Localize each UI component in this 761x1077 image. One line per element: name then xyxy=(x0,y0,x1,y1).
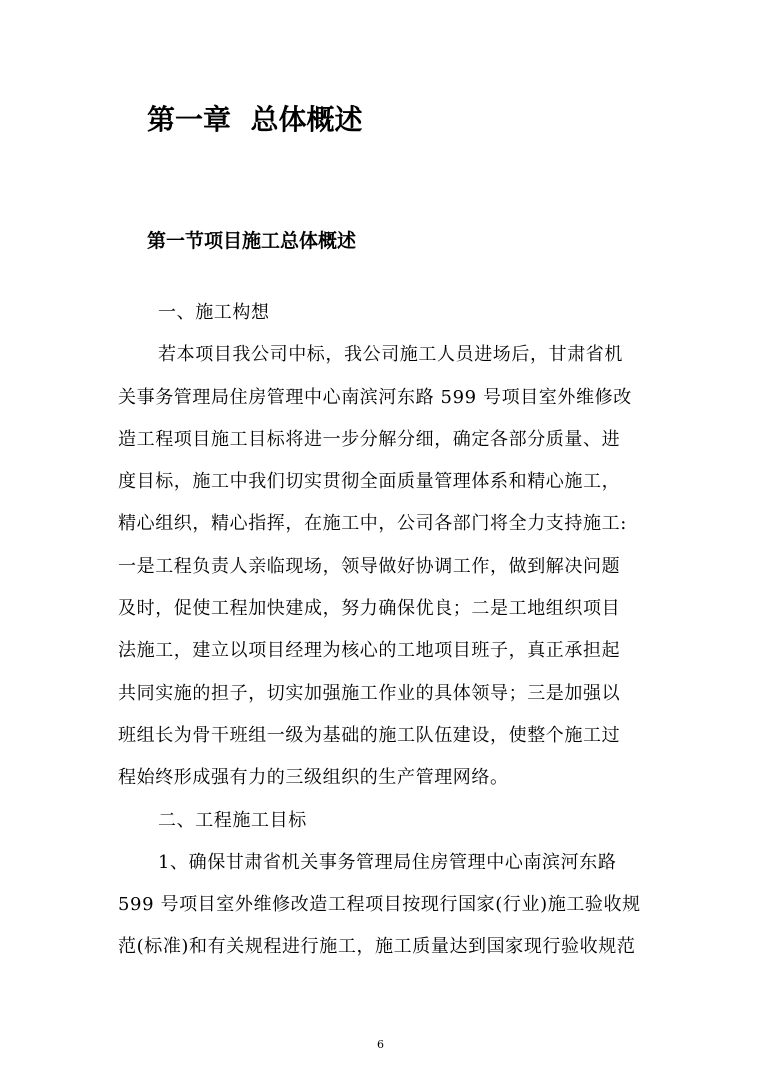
paragraph-line: 法施工，建立以项目经理为核心的工地项目班子，真正承担起 xyxy=(118,640,621,662)
body-text xyxy=(118,292,641,969)
paragraph-line: 1、确保甘肃省机关事务管理局住房管理中心南滨河东路 xyxy=(158,851,617,873)
paragraph-line: 范(标准)和有关规程进行施工，施工质量达到国家现行验收规范 xyxy=(118,936,636,958)
paragraph-line: 班组长为骨干班组一级为基础的施工队伍建设，使整个施工过 xyxy=(118,724,621,746)
section-title: 第一节项目施工总体概述 xyxy=(147,230,357,252)
paragraph-line: 及时，促使工程加快建成，努力确保优良；二是工地组织项目 xyxy=(118,598,621,620)
paragraph-line: 若本项目我公司中标，我公司施工人员进场后，甘肃省机 xyxy=(158,344,623,366)
paragraph-line: 共同实施的担子，切实加强施工作业的具体领导；三是加强以 xyxy=(118,682,621,704)
paragraph-line: 一是工程负责人亲临现场，领导做好协调工作，做到解决问题 xyxy=(118,555,621,577)
paragraph-line: 程始终形成强有力的三级组织的生产管理网络。 xyxy=(118,767,509,789)
page-number: 6 xyxy=(377,1038,384,1051)
chapter-title: 第一章 总体概述 xyxy=(147,103,363,136)
paragraph-line: 造工程项目施工目标将进一步分解分细，确定各部分质量、进 xyxy=(118,428,621,450)
paragraph-line: 度目标，施工中我们切实贯彻全面质量管理体系和精心施工， xyxy=(118,471,621,493)
subheading-construction-goals: 二、工程施工目标 xyxy=(158,809,307,831)
paragraph-line: 599 号项目室外维修改造工程项目按现行国家(行业)施工验收规 xyxy=(118,894,641,916)
subheading-construction-concept: 一、施工构想 xyxy=(158,302,270,323)
paragraph-line: 关事务管理局住房管理中心南滨河东路 599 号项目室外维修改 xyxy=(118,386,632,408)
paragraph-line: 精心组织，精心指挥，在施工中，公司各部门将全力支持施工: xyxy=(118,513,627,535)
